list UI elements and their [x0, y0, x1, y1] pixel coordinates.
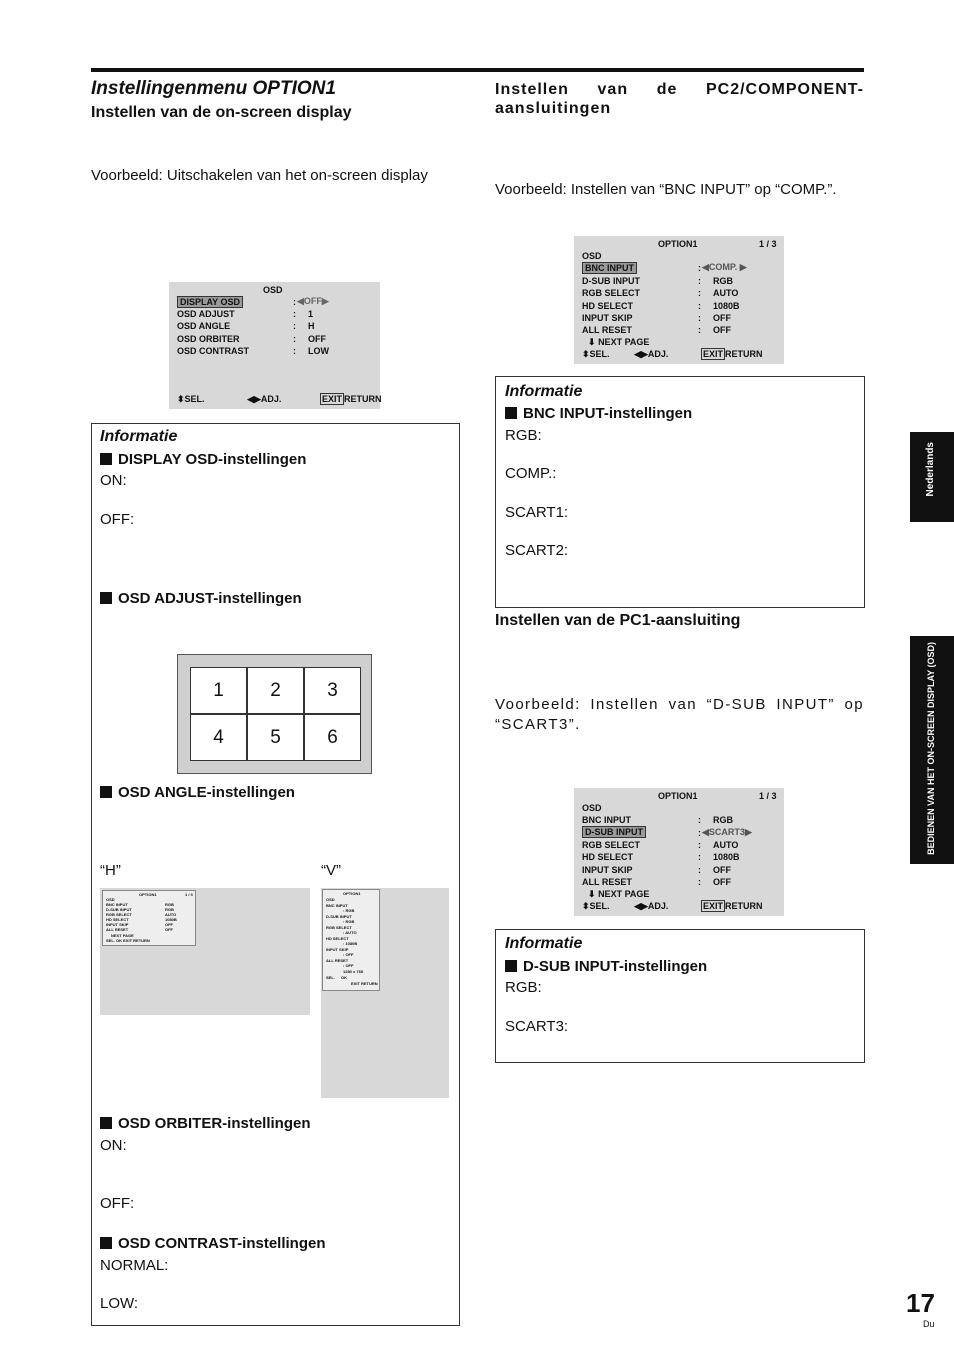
- info-title: Informatie: [505, 935, 583, 952]
- info-heading-bnc: BNC INPUT-instellingen: [505, 405, 692, 422]
- bullet-square-icon: [505, 407, 517, 419]
- osd-footer: ⬍SEL. ◀▶ADJ. EXIT RETURN: [177, 394, 382, 404]
- angle-h-preview: [100, 888, 310, 1015]
- angle-v-preview: [321, 888, 449, 1098]
- grid-cell: 1: [190, 667, 247, 714]
- osd-row-orbiter: OSD ORBITER: [177, 334, 240, 344]
- arrow-right-icon: ▶: [739, 262, 747, 272]
- osd-menu-screen: OSD DISPLAY OSD : ◀OFF▶ OSD ADJUST : 1 OSD ANGLE : H OSD ORBITER : OFF OSD CONTRAST : LOW ⬍SEL. ◀▶ADJ. EXIT RETURN: [169, 282, 380, 409]
- grid-cell: 2: [247, 667, 304, 714]
- display-osd-on: ON:: [100, 472, 127, 489]
- osd-row-angle: OSD ANGLE: [177, 321, 231, 331]
- osd-row-contrast: OSD CONTRAST: [177, 346, 249, 356]
- arrow-left-icon: ◀: [297, 296, 304, 306]
- arrow-left-icon: ◀: [702, 827, 709, 837]
- orbiter-off: OFF:: [100, 1195, 135, 1212]
- example-text: Voorbeeld: Uitschakelen van het on-screen display: [91, 167, 428, 184]
- mini-osd-h: OPTION1 1 / 3 OSD BNC INPUT RGB D-SUB INPUT RGB RGB SELECT AUTO HD SELECT 1080B INPUT SKIP OFF ALL RESET OFF NEXT PAGE SEL. OK EXIT RETURN: [102, 890, 196, 946]
- leftright-icon: ◀▶: [634, 349, 648, 359]
- example-bnc: Voorbeeld: Instellen van “BNC INPUT” op “COMP.”.: [495, 181, 837, 198]
- dsub-scart3: SCART3:: [505, 1018, 569, 1035]
- top-rule: [91, 68, 864, 72]
- bnc-scart2: SCART2:: [505, 542, 569, 559]
- pc1-title: Instellen van de PC1-aansluiting: [495, 612, 741, 629]
- leftright-icon: ◀▶: [247, 394, 261, 404]
- grid-cell: 4: [190, 714, 247, 761]
- angle-v-label: “V”: [321, 862, 341, 879]
- bullet-square-icon: [505, 960, 517, 972]
- page-number: 17: [906, 1288, 935, 1318]
- info-heading-osd-adjust: OSD ADJUST-instellingen: [100, 590, 302, 607]
- grid-cell: 5: [247, 714, 304, 761]
- info-heading-osd-contrast: OSD CONTRAST-instellingen: [100, 1235, 326, 1252]
- contrast-normal: NORMAL:: [100, 1257, 169, 1274]
- grid-cell: 6: [304, 714, 361, 761]
- bullet-square-icon: [100, 453, 112, 465]
- bnc-scart1: SCART1:: [505, 504, 569, 521]
- display-osd-off: OFF:: [100, 511, 135, 528]
- side-tab-section: BEDIENEN VAN HET ON-SCREEN DISPLAY (OSD): [910, 636, 954, 864]
- info-heading-osd-orbiter: OSD ORBITER-instellingen: [100, 1115, 311, 1132]
- example-dsub: Voorbeeld: Instellen van “D-SUB INPUT” op “SCART3”.: [495, 696, 864, 733]
- info-title: Informatie: [100, 428, 178, 445]
- option1-menu-dsub: OPTION1 1 / 3 OSD BNC INPUT : RGB D-SUB INPUT : ◀SCART3▶ RGB SELECT : AUTO HD SELECT : 1080B INPUT SKIP : OFF ALL RESET : OFF ⬇ NEXT PAGE ⬍SEL. ◀▶ADJ. EXIT RETURN: [574, 788, 784, 916]
- info-box-left: [91, 423, 460, 1326]
- option1-menu-bnc: OPTION1 1 / 3 OSD BNC INPUT : ◀COMP. ▶ D-SUB INPUT : RGB RGB SELECT : AUTO HD SELECT : 1080B INPUT SKIP : OFF ALL RESET : OFF ⬇ NEXT PAGE ⬍SEL. ◀▶ADJ. EXIT RETURN: [574, 236, 784, 364]
- bullet-square-icon: [100, 786, 112, 798]
- bullet-square-icon: [100, 592, 112, 604]
- section-subtitle: Instellen van de on-screen display: [91, 104, 352, 121]
- orbiter-on: ON:: [100, 1137, 127, 1154]
- dsub-rgb: RGB:: [505, 979, 542, 996]
- arrow-right-icon: ▶: [744, 827, 752, 837]
- info-heading-osd-angle: OSD ANGLE-instellingen: [100, 784, 295, 801]
- bnc-rgb: RGB:: [505, 427, 542, 444]
- down-arrow-icon: ⬇: [588, 337, 596, 347]
- updown-icon: ⬍: [582, 349, 590, 359]
- arrow-right-icon: ▶: [321, 296, 329, 306]
- osd-row-display: DISPLAY OSD: [177, 297, 243, 307]
- bullet-square-icon: [100, 1237, 112, 1249]
- grid-cell: 3: [304, 667, 361, 714]
- info-heading-dsub: D-SUB INPUT-instellingen: [505, 958, 707, 975]
- side-tab-language: Nederlands: [910, 432, 954, 522]
- arrow-left-icon: ◀: [702, 262, 709, 272]
- bnc-comp: COMP.:: [505, 465, 557, 482]
- updown-icon: ⬍: [582, 901, 590, 911]
- bullet-square-icon: [100, 1117, 112, 1129]
- mini-osd-v: OPTION1 OSD BNC INPUT : RGB D-SUB INPUT : RGB RGB SELECT : AUTO HD SELECT : 1080B INPUT SKIP : OFF ALL RESET : OFF 1280 x 768 SEL. OK EXIT RETURN: [322, 889, 380, 991]
- page-lang: Du: [923, 1319, 935, 1329]
- osd-row-adjust: OSD ADJUST: [177, 309, 235, 319]
- osd-menu-header: OSD: [263, 285, 283, 295]
- angle-h-label: “H”: [100, 862, 121, 879]
- info-title: Informatie: [505, 383, 583, 400]
- info-heading-display-osd: DISPLAY OSD-instellingen: [100, 451, 306, 468]
- osd-row-display-value: ◀OFF▶: [297, 296, 329, 306]
- down-arrow-icon: ⬇: [588, 889, 596, 899]
- page-title: Instellingenmenu OPTION1: [91, 78, 336, 99]
- updown-icon: ⬍: [177, 394, 185, 404]
- leftright-icon: ◀▶: [634, 901, 648, 911]
- osd-position-grid: [177, 654, 372, 774]
- contrast-low: LOW:: [100, 1295, 139, 1312]
- right-section-title: Instellen van de PC2/COMPONENT-aansluitingen: [495, 81, 864, 117]
